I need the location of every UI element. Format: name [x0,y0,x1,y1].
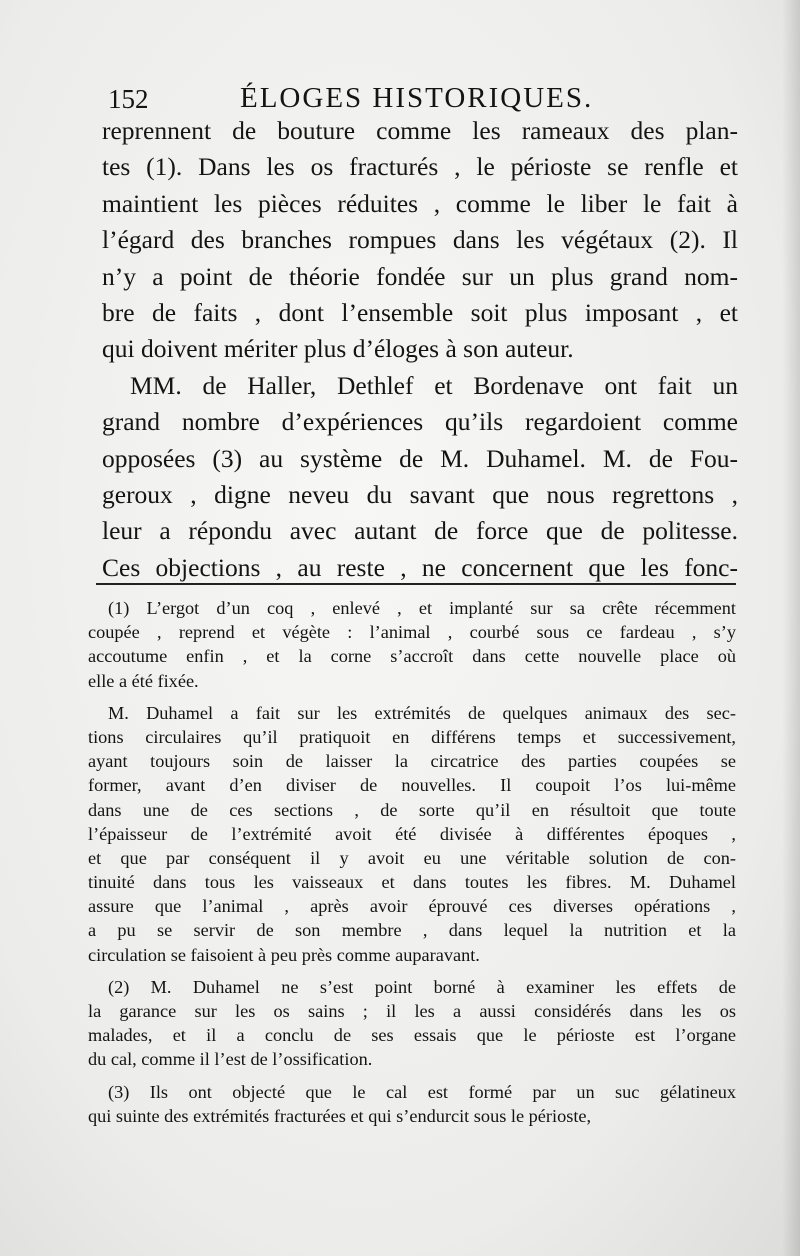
footnote-line: tinuité dans tous les vaisseaux et dans toutes les fibres. M. Duhamel [88,872,736,893]
footnote-line: (1) L’ergot d’un coq , enlevé , et implanté sur sa crête récemment [108,598,736,618]
footnote-line: tions circulaires qu’il pratiquoit en différens temps et successivement, [88,726,736,747]
footnote-gap [88,967,736,975]
running-title: ÉLOGES HISTORIQUES. [240,82,594,114]
footnote-line: circulation se faisoient à peu près comme auparavant. [88,944,480,965]
footnote [88,975,736,1072]
footnote-line: coupée , reprend et végète : l’animal , courbé sous ce fardeau , s’y [88,622,736,643]
footnote-line: assure que l’animal , après avoir éprouvé ces diverses opérations , [88,896,736,917]
footnote-line: M. Duhamel a fait sur les extrémités de quelques animaux des sec- [108,702,736,723]
body-line: MM. de Haller, Dethlef et Bordenave ont fait un [130,370,738,400]
footnote-line: (2) M. Duhamel ne s’est point borné à examiner les effets de [108,976,736,997]
body-line: l’égard des branches rompues dans les végétaux (2). Il [102,225,738,255]
body-line: n’y a point de théorie fondée sur un plus grand nom- [102,261,738,291]
footnote-line: ayant toujours soin de laisser la circatrice des parties coupées se [88,751,736,772]
body-line: maintient les pièces réduites , comme le liber le fait à [102,188,738,218]
body-line: geroux , digne neveu du savant que nous regrettons , [102,479,738,509]
footnote [88,701,736,967]
body-line: grand nombre d’expériences qu’ils regardoient comme [102,407,738,437]
footnote-line: former, avant d’en diviser de nouvelles. Il coupoit l’os lui-même [88,775,736,796]
footnote-line: l’épaisseur de l’extrémité avoit été divisée à différentes époques , [88,823,736,844]
body-line: reprennent de bouture comme les rameaux des plan- [102,116,738,145]
page-edge-shadow [782,0,800,1256]
body-line: leur a répondu avec autant de force que de politesse. [102,516,738,546]
body-text [102,113,738,586]
footnote-line: qui suinte des extrémités fracturées et qui s’endurcit sous le périoste, [88,1105,592,1126]
footnote [88,1080,736,1128]
footnote-line: accoutume enfin , et la corne s’accroît dans cette nouvelle place où [88,646,736,667]
body-line: bre de faits , dont l’ensemble soit plus imposant , et [102,297,738,327]
footnote [88,596,736,693]
body-line: qui doivent mériter plus d’éloges à son auteur. [102,334,574,364]
body-line: tes (1). Dans les os fracturés , le périoste se renfle et [102,152,738,182]
footnote-line: et que par conséquent il y avoit eu une véritable solution de con- [88,847,736,868]
footnote-line: (3) Ils ont objecté que le cal est formé par un suc gélatineux [108,1081,736,1102]
footnote-rule [96,583,736,585]
body-line: opposées (3) au système de M. Duhamel. M. de Fou- [102,443,738,473]
footnote-line: du cal, comme il l’est de l’ossification. [88,1049,373,1070]
footnote-gap [88,1072,736,1080]
footnote-gap [88,693,736,701]
footnote-line: dans une de ces sections , de sorte qu’il en résultoit que toute [88,799,736,820]
footnote-line: a pu se servir de son membre , dans lequel la nutrition et la [88,920,736,941]
footnote-line: elle a été fixée. [88,670,199,691]
footnote-line: la garance sur les os sains ; il les a aussi considérés dans les os [88,1001,736,1021]
footnotes [88,596,736,1128]
footnote-line: malades, et il a conclu de ses essais que le périoste est l’organe [88,1025,736,1046]
body-line: Ces objections , au reste , ne concernent que les fonc- [102,552,738,582]
page-number: 152 [108,84,149,114]
